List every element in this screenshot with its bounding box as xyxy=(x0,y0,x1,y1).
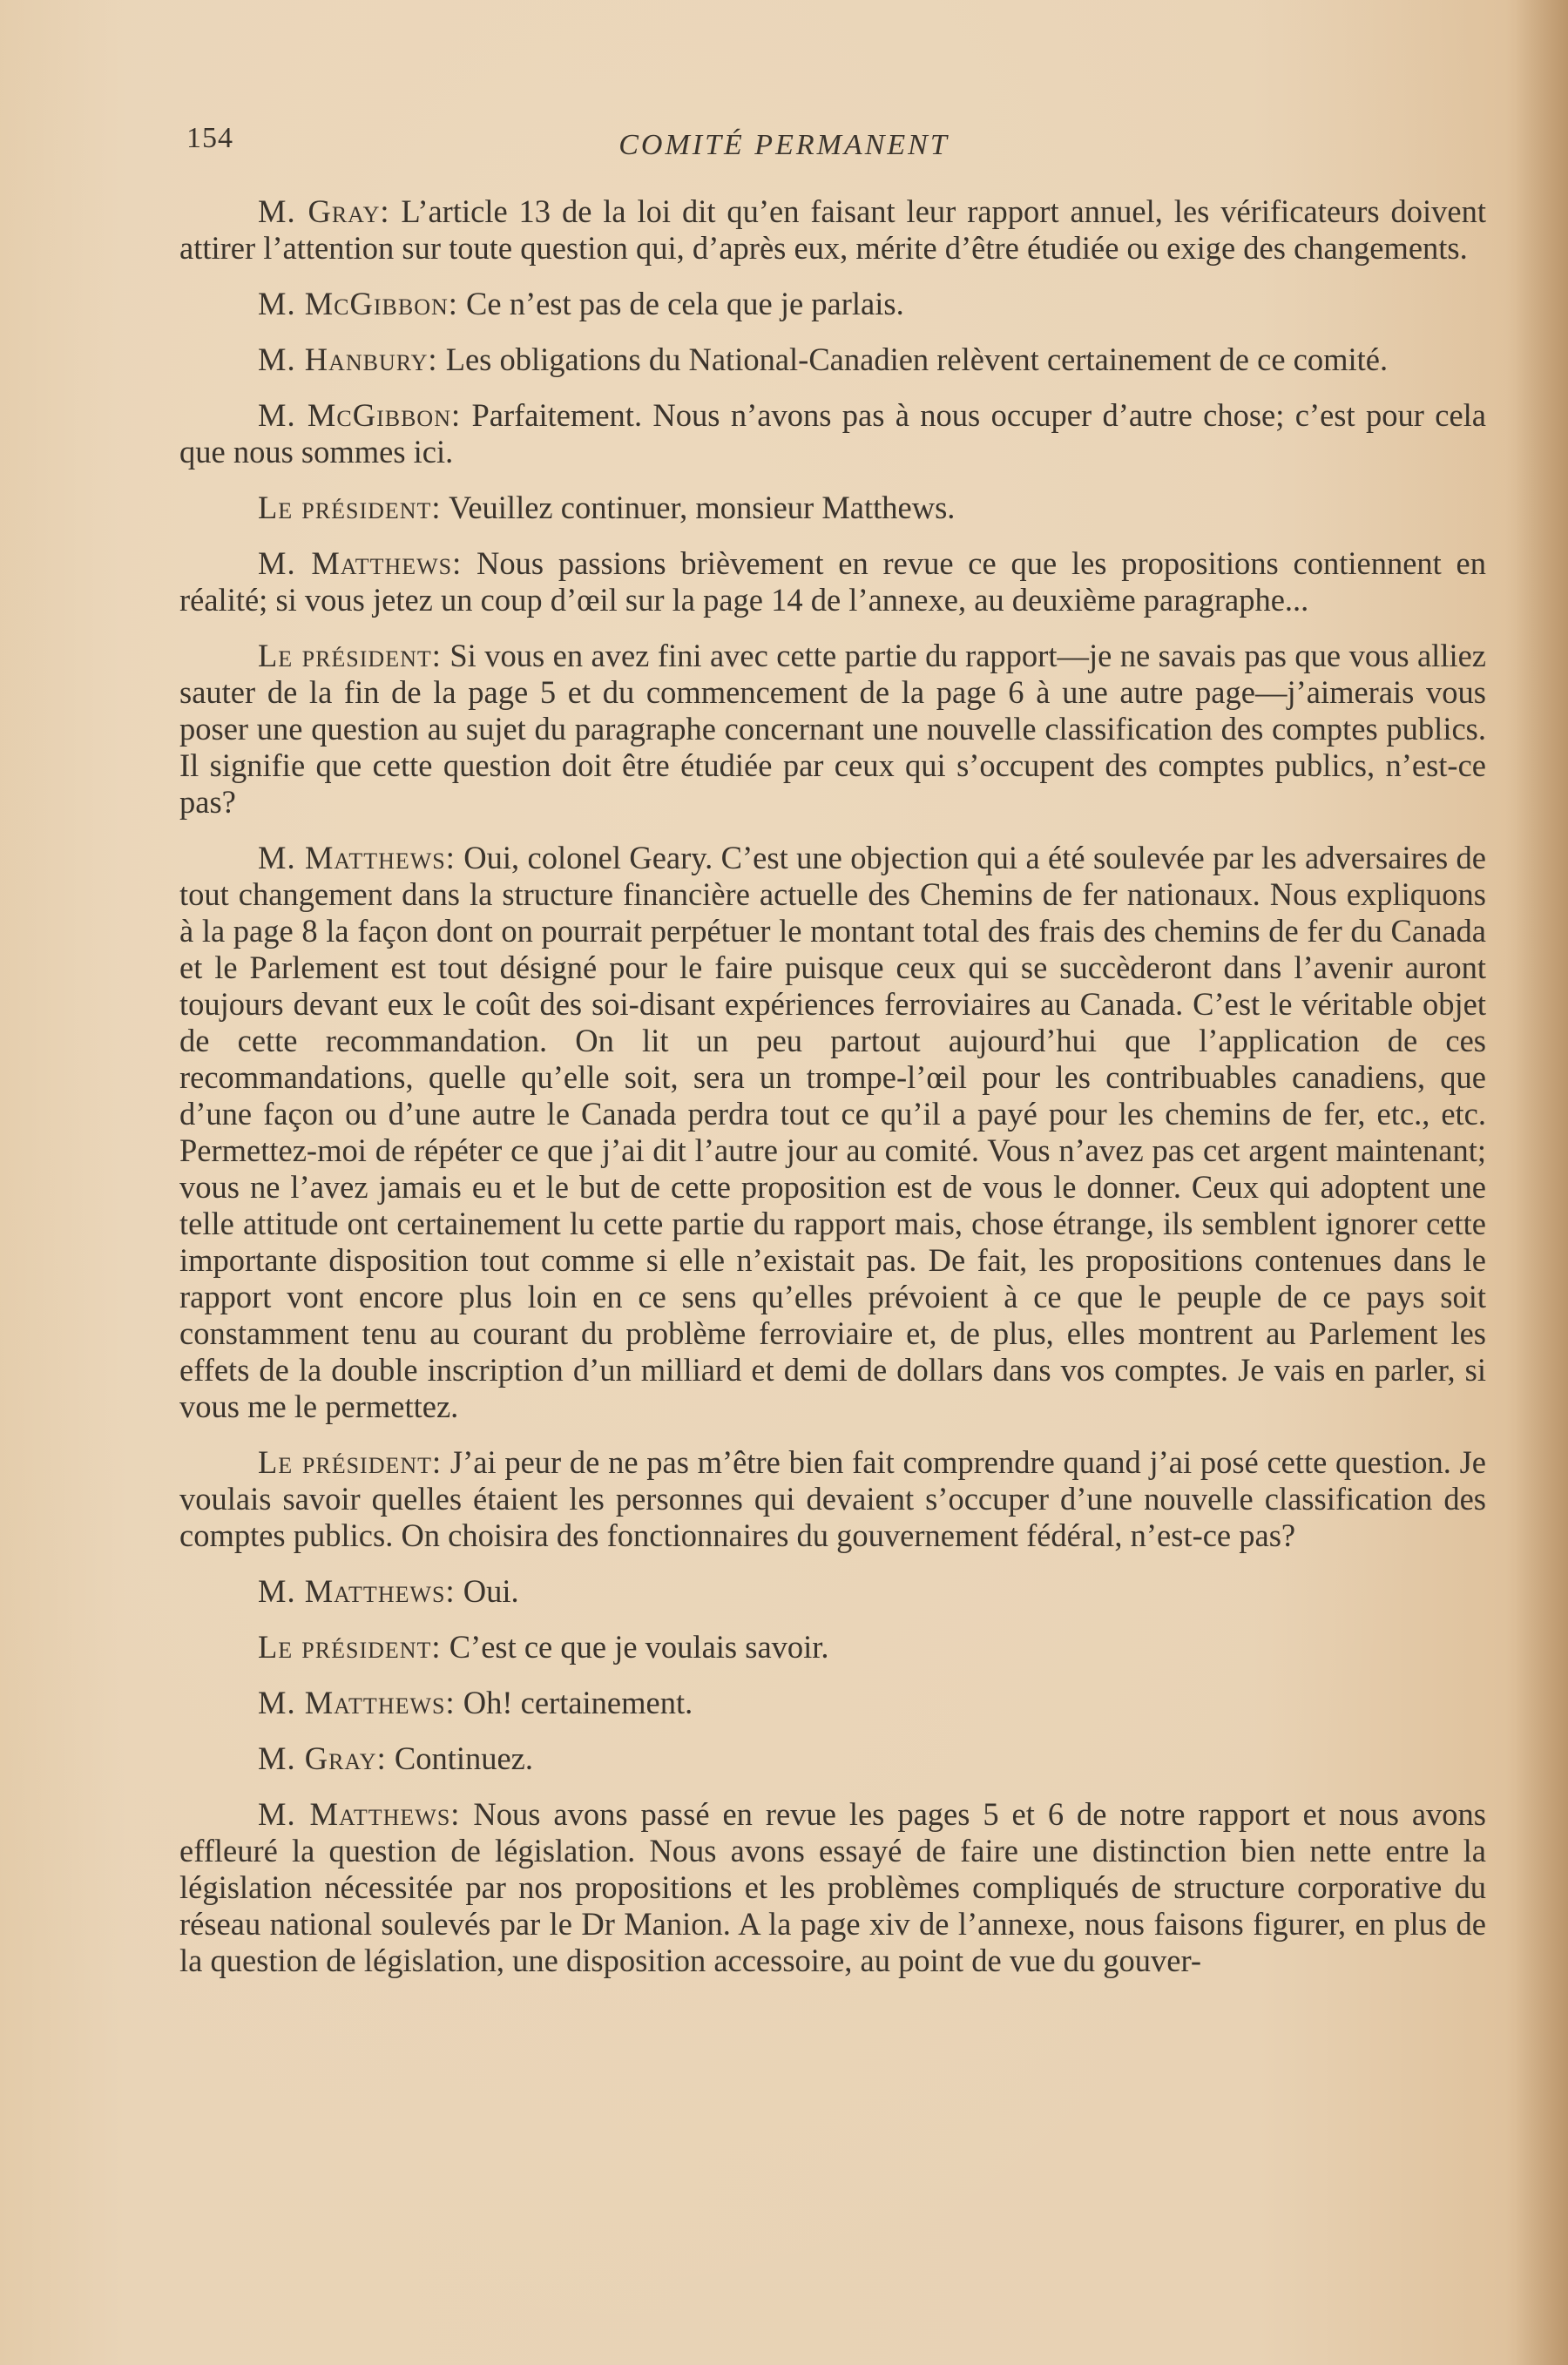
paragraph xyxy=(179,638,1486,821)
paragraph-text: Oh! certainement. xyxy=(455,1685,693,1720)
page-edge-shadow xyxy=(1516,0,1568,2365)
paragraph xyxy=(179,1685,1486,1721)
speaker-name: M. Gray: xyxy=(258,193,390,229)
speaker-name: M. McGibbon: xyxy=(258,286,458,321)
paragraph xyxy=(179,545,1486,618)
paragraph-text: Veuillez continuer, monsieur Matthews. xyxy=(441,490,956,525)
paragraph-text: Nous passions brièvement en revue ce que les propositions contiennent en réalité; si vous jetez un coup d’œil sur la page 14 de l’annexe, au deuxième paragraphe... xyxy=(179,545,1486,618)
paragraph xyxy=(179,490,1486,526)
speaker-name: M. McGibbon: xyxy=(258,397,462,433)
running-title: COMITÉ PERMANENT xyxy=(618,129,950,161)
speaker-name: M. Matthews: xyxy=(258,1685,456,1720)
speaker-name: Le président: xyxy=(258,638,442,673)
speaker-name: M. Matthews: xyxy=(258,840,456,875)
paragraph xyxy=(179,840,1486,1425)
speaker-name: M. Gray: xyxy=(258,1740,387,1776)
speaker-name: Le président: xyxy=(258,490,442,525)
paragraph-text: Nous avons passé en revue les pages 5 et 6 de notre rapport et nous avons effleuré la question de législation. Nous avons essayé de faire une distinction bien nette entre la législation nécessitée par nos propositions et les problèmes compliqués de structure corporative du réseau national soulevés par le Dr Manion. A la page xiv de l’annexe, nous faisons figurer, en plus de la question de législation, une disposition accessoire, au point de vue du gouver- xyxy=(179,1796,1486,1978)
speaker-name: M. Matthews: xyxy=(258,545,463,581)
paragraph xyxy=(179,1444,1486,1554)
speaker-name: M. Matthews: xyxy=(258,1796,461,1832)
speaker-name: Le président: xyxy=(258,1444,443,1480)
paragraph-text: L’article 13 de la loi dit qu’en faisant leur rapport annuel, les vérificateurs doivent attirer l’attention sur toute question qui, d’après eux, mérite d’être étudiée ou exige des changements. xyxy=(179,193,1486,266)
paragraph-text: Si vous en avez fini avec cette partie du rapport—je ne savais pas que vous alliez sauter de la fin de la page 5 et du commencement de la page 6 à une autre page—j’aimerais vous poser une question au sujet du paragraphe concernant une nouvelle classification des comptes publics. Il signifie que cette question doit être étudiée par ceux qui s’occupent des comptes publics, n’est-ce pas? xyxy=(179,638,1486,820)
paragraph xyxy=(179,286,1486,322)
paragraph-text: Ce n’est pas de cela que je parlais. xyxy=(457,286,904,321)
paragraph xyxy=(179,1573,1486,1610)
paragraph-text: Continuez. xyxy=(386,1740,533,1776)
paragraph-text: Oui. xyxy=(455,1573,519,1609)
paragraph xyxy=(179,193,1486,267)
paragraph xyxy=(179,1796,1486,1979)
speaker-name: Le président: xyxy=(258,1629,442,1665)
paragraph-text: Parfaitement. Nous n’avons pas à nous occuper d’autre chose; c’est pour cela que nous sommes ici. xyxy=(179,397,1486,470)
paragraph xyxy=(179,1629,1486,1666)
paragraph xyxy=(179,341,1486,378)
paragraph-text: J’ai peur de ne pas m’être bien fait comprendre quand j’ai posé cette question. Je voulais savoir quelles étaient les personnes qui devaient s’occuper d’une nouvelle classification des comptes publics. On choisira des fonctionnaires du gouvernement fédéral, n’est-ce pas? xyxy=(179,1444,1487,1553)
paragraph xyxy=(179,397,1486,470)
paragraph xyxy=(179,1740,1486,1777)
speaker-name: M. Matthews: xyxy=(258,1573,456,1609)
paragraph-text: C’est ce que je voulais savoir. xyxy=(441,1629,829,1665)
speaker-name: M. Hanbury: xyxy=(258,341,438,377)
paragraph-text: Oui, colonel Geary. C’est une objection qui a été soulevée par les adversaires de tout changement dans la structure financière actuelle des Chemins de fer nationaux. Nous expliquons à la page 8 la façon dont on pourrait perpétuer le montant total des frais des chemins de fer du Canada et le Parlement est tout désigné pour le faire puisque ceux qui se succèderont dans l’avenir auront toujours devant eux le coût des soi-disant expériences ferroviaires au Canada. C’est le véritable objet de cette recommandation. On lit un peu partout aujourd’hui que l’application de ces recommandations, quelle qu’elle soit, sera un trompe-l’œil pour les contribuables canadiens, que d’une façon ou d’une autre le Canada perdra tout ce qu’il a payé pour les chemins de fer, etc., etc. Permettez-moi de répéter ce que j’ai dit l’autre jour au comité. Vous n’avez pas cet argent maintenant; vous ne l’avez jamais eu et le but de cette proposition est de vous le donner. Ceux qui adoptent une telle attitude ont certainement lu cette partie du rapport mais, chose étrange, ils semblent ignorer cette importante disposition tout comme si elle n’existait pas. De fait, les propositions contenues dans le rapport vont encore plus loin en ce sens qu’elles prévoient à ce que le peuple de ce pays soit constamment tenu au courant du problème ferroviaire et, de plus, elles montrent au Parlement les effets de la double inscription d’un milliard et demi de dollars dans vos comptes. Je vais en parler, si vous me le permettez. xyxy=(179,840,1486,1424)
transcript-body xyxy=(179,193,1486,1998)
paragraph-text: Les obligations du National-Canadien relèvent certainement de ce comité. xyxy=(437,341,1389,377)
page-number: 154 xyxy=(186,122,233,154)
